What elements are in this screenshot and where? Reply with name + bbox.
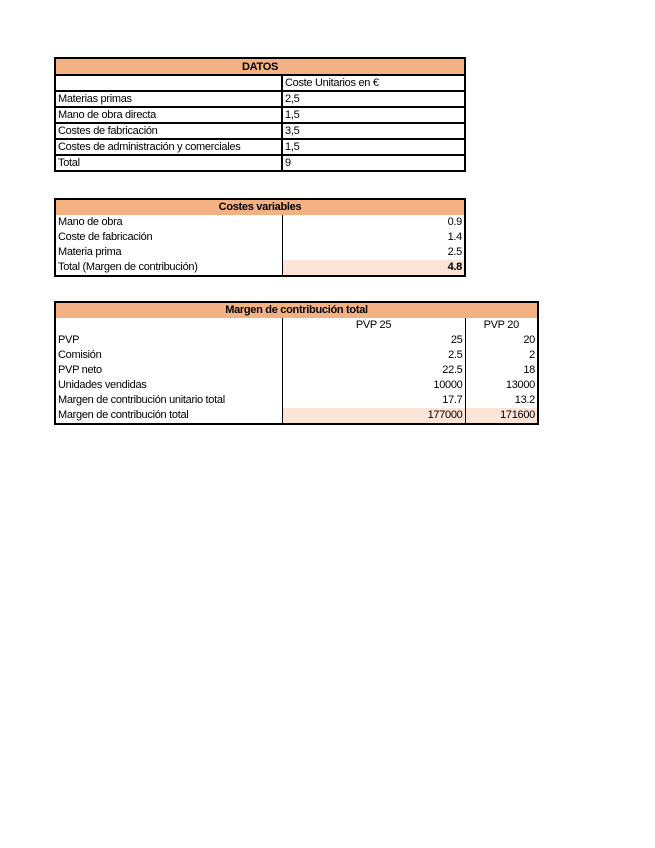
costes-variables-label: Coste de fabricación: [55, 230, 282, 245]
datos-value: 9: [282, 155, 465, 171]
datos-label: Mano de obra directa: [55, 107, 282, 123]
margen-label: PVP: [55, 333, 282, 348]
margen-value-pvp25: 25: [282, 333, 465, 348]
costes-variables-title: Costes variables: [55, 199, 465, 215]
margen-value-pvp25: 17.7: [282, 393, 465, 408]
datos-label: Materias primas: [55, 91, 282, 107]
margen-total-label: Margen de contribución total: [55, 408, 282, 424]
datos-label: Costes de fabricación: [55, 123, 282, 139]
datos-column-header-row: [55, 75, 465, 91]
table-row: [55, 139, 465, 155]
datos-value: 1,5: [282, 139, 465, 155]
margen-empty-cell: [55, 318, 282, 333]
datos-empty-cell: [55, 75, 282, 91]
margen-label: PVP neto: [55, 363, 282, 378]
costes-variables-table: [54, 198, 466, 277]
datos-title: DATOS: [55, 58, 465, 75]
margen-column-header-row: [55, 318, 538, 333]
table-row: [55, 378, 538, 393]
costes-variables-value: 0.9: [447, 216, 462, 228]
margen-value-pvp25: 10000: [282, 378, 465, 393]
table-row: [55, 393, 538, 408]
margen-value-pvp20: 20: [523, 334, 535, 346]
margen-title: Margen de contribución total: [55, 302, 538, 318]
margen-value-pvp25: 22.5: [282, 363, 465, 378]
margen-title-row: [55, 302, 538, 318]
table-row: [55, 107, 465, 123]
costes-variables-value: 2.5: [447, 246, 462, 258]
datos-value: 3,5: [282, 123, 465, 139]
table-row: [55, 230, 465, 245]
table-row: [55, 91, 465, 107]
margen-label: Margen de contribución unitario total: [55, 393, 282, 408]
margen-total-pvp25: 177000: [282, 408, 465, 424]
margen-col1-header: PVP 25: [282, 318, 465, 333]
table-row: [55, 245, 465, 260]
table-row: [55, 348, 538, 363]
datos-label: Costes de administración y comerciales: [55, 139, 282, 155]
costes-variables-value: 1.4: [447, 231, 462, 243]
table-row: [55, 155, 465, 171]
costes-variables-total-value: 4.8: [282, 260, 465, 276]
table-row: [55, 363, 538, 378]
datos-table: [54, 57, 466, 172]
margen-value-pvp20: 13000: [505, 379, 535, 391]
datos-value: 2,5: [282, 91, 465, 107]
table-row: [55, 215, 465, 230]
margen-label: Comisión: [55, 348, 282, 363]
costes-variables-label: Mano de obra: [55, 215, 282, 230]
margen-label: Unidades vendidas: [55, 378, 282, 393]
margen-value-pvp20: 13.2: [514, 394, 535, 406]
table-row: [55, 123, 465, 139]
datos-label: Total: [55, 155, 282, 171]
costes-variables-total-row: [55, 260, 465, 276]
datos-value: 1,5: [282, 107, 465, 123]
margen-contribucion-table: [54, 301, 539, 425]
costes-variables-label: Materia prima: [55, 245, 282, 260]
margen-total-row: [55, 408, 538, 424]
table-row: [55, 333, 538, 348]
margen-value-pvp20: 2: [529, 349, 535, 361]
margen-value-pvp20: 18: [523, 364, 535, 376]
margen-total-pvp20: 171600: [465, 408, 538, 424]
margen-value-pvp25: 2.5: [282, 348, 465, 363]
costes-variables-total-label: Total (Margen de contribución): [55, 260, 282, 276]
datos-title-row: [55, 58, 465, 75]
datos-column-header: Coste Unitarios en €: [282, 75, 465, 91]
costes-variables-title-row: [55, 199, 465, 215]
margen-col2-header: PVP 20: [483, 319, 519, 331]
